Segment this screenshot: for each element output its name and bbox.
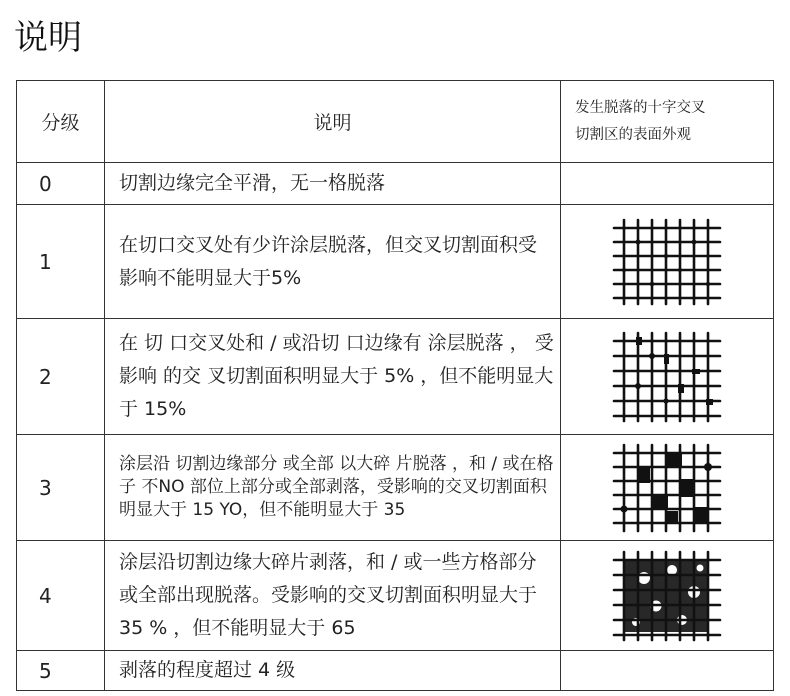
grade-value: 5 <box>17 651 105 691</box>
crosscut-image-grade-1 <box>561 205 774 319</box>
grade-description: 在 切 口交叉处和 / 或沿切 口边缘有 涂层脱落 ， 受影响 的交 叉切割面积明显大于 5% ，但不能明显大于 15% <box>105 319 561 435</box>
header-appearance-line1: 发生脱落的十字交叉 <box>575 99 706 116</box>
table-row <box>17 163 774 205</box>
grade-value: 2 <box>17 319 105 435</box>
table-header-row <box>17 81 774 163</box>
grade-description: 在切口交叉处有少许涂层脱落，但交叉切割面积受影响不能明显大于5% <box>105 205 561 319</box>
table-row <box>17 541 774 651</box>
grade-description: 切割边缘完全平滑，无一格脱落 <box>105 163 561 205</box>
grade-description: 剥落的程度超过 4 级 <box>105 651 561 691</box>
page-title: 说明 <box>14 18 82 58</box>
grade-value: 0 <box>17 163 105 205</box>
crosscut-grid-icon <box>608 216 726 308</box>
crosscut-image-grade-3 <box>561 435 774 541</box>
crosscut-grid-icon <box>608 441 726 535</box>
crosscut-image-grade-4 <box>561 541 774 651</box>
grade-value: 3 <box>17 435 105 541</box>
crosscut-grid-icon <box>608 329 726 425</box>
table-row <box>17 319 774 435</box>
table-row <box>17 651 774 691</box>
header-description: 说明 <box>105 81 561 163</box>
grade-description: 涂层沿切割边缘大碎片剥落，和 / 或一些方格部分或全部出现脱落。受影响的交叉切割面积明显大于 35 % ，但不能明显大于 65 <box>105 541 561 651</box>
crosscut-grid-icon <box>608 548 726 644</box>
appearance-empty <box>561 651 774 691</box>
appearance-empty <box>561 163 774 205</box>
table-row <box>17 205 774 319</box>
grade-table <box>16 80 774 691</box>
header-appearance <box>561 81 774 163</box>
grade-description: 涂层沿 切割边缘部分 或全部 以大碎 片脱落 ，和 / 或在格子 不NO 部位上部分或全部剥落，受影响的交叉切割面积明显大于 15 YO，但不能明显大于 35 <box>105 435 561 541</box>
header-grade: 分级 <box>17 81 105 163</box>
crosscut-image-grade-2 <box>561 319 774 435</box>
grade-value: 4 <box>17 541 105 651</box>
table-row <box>17 435 774 541</box>
header-appearance-line2: 切割区的表面外观 <box>575 126 691 143</box>
grade-value: 1 <box>17 205 105 319</box>
